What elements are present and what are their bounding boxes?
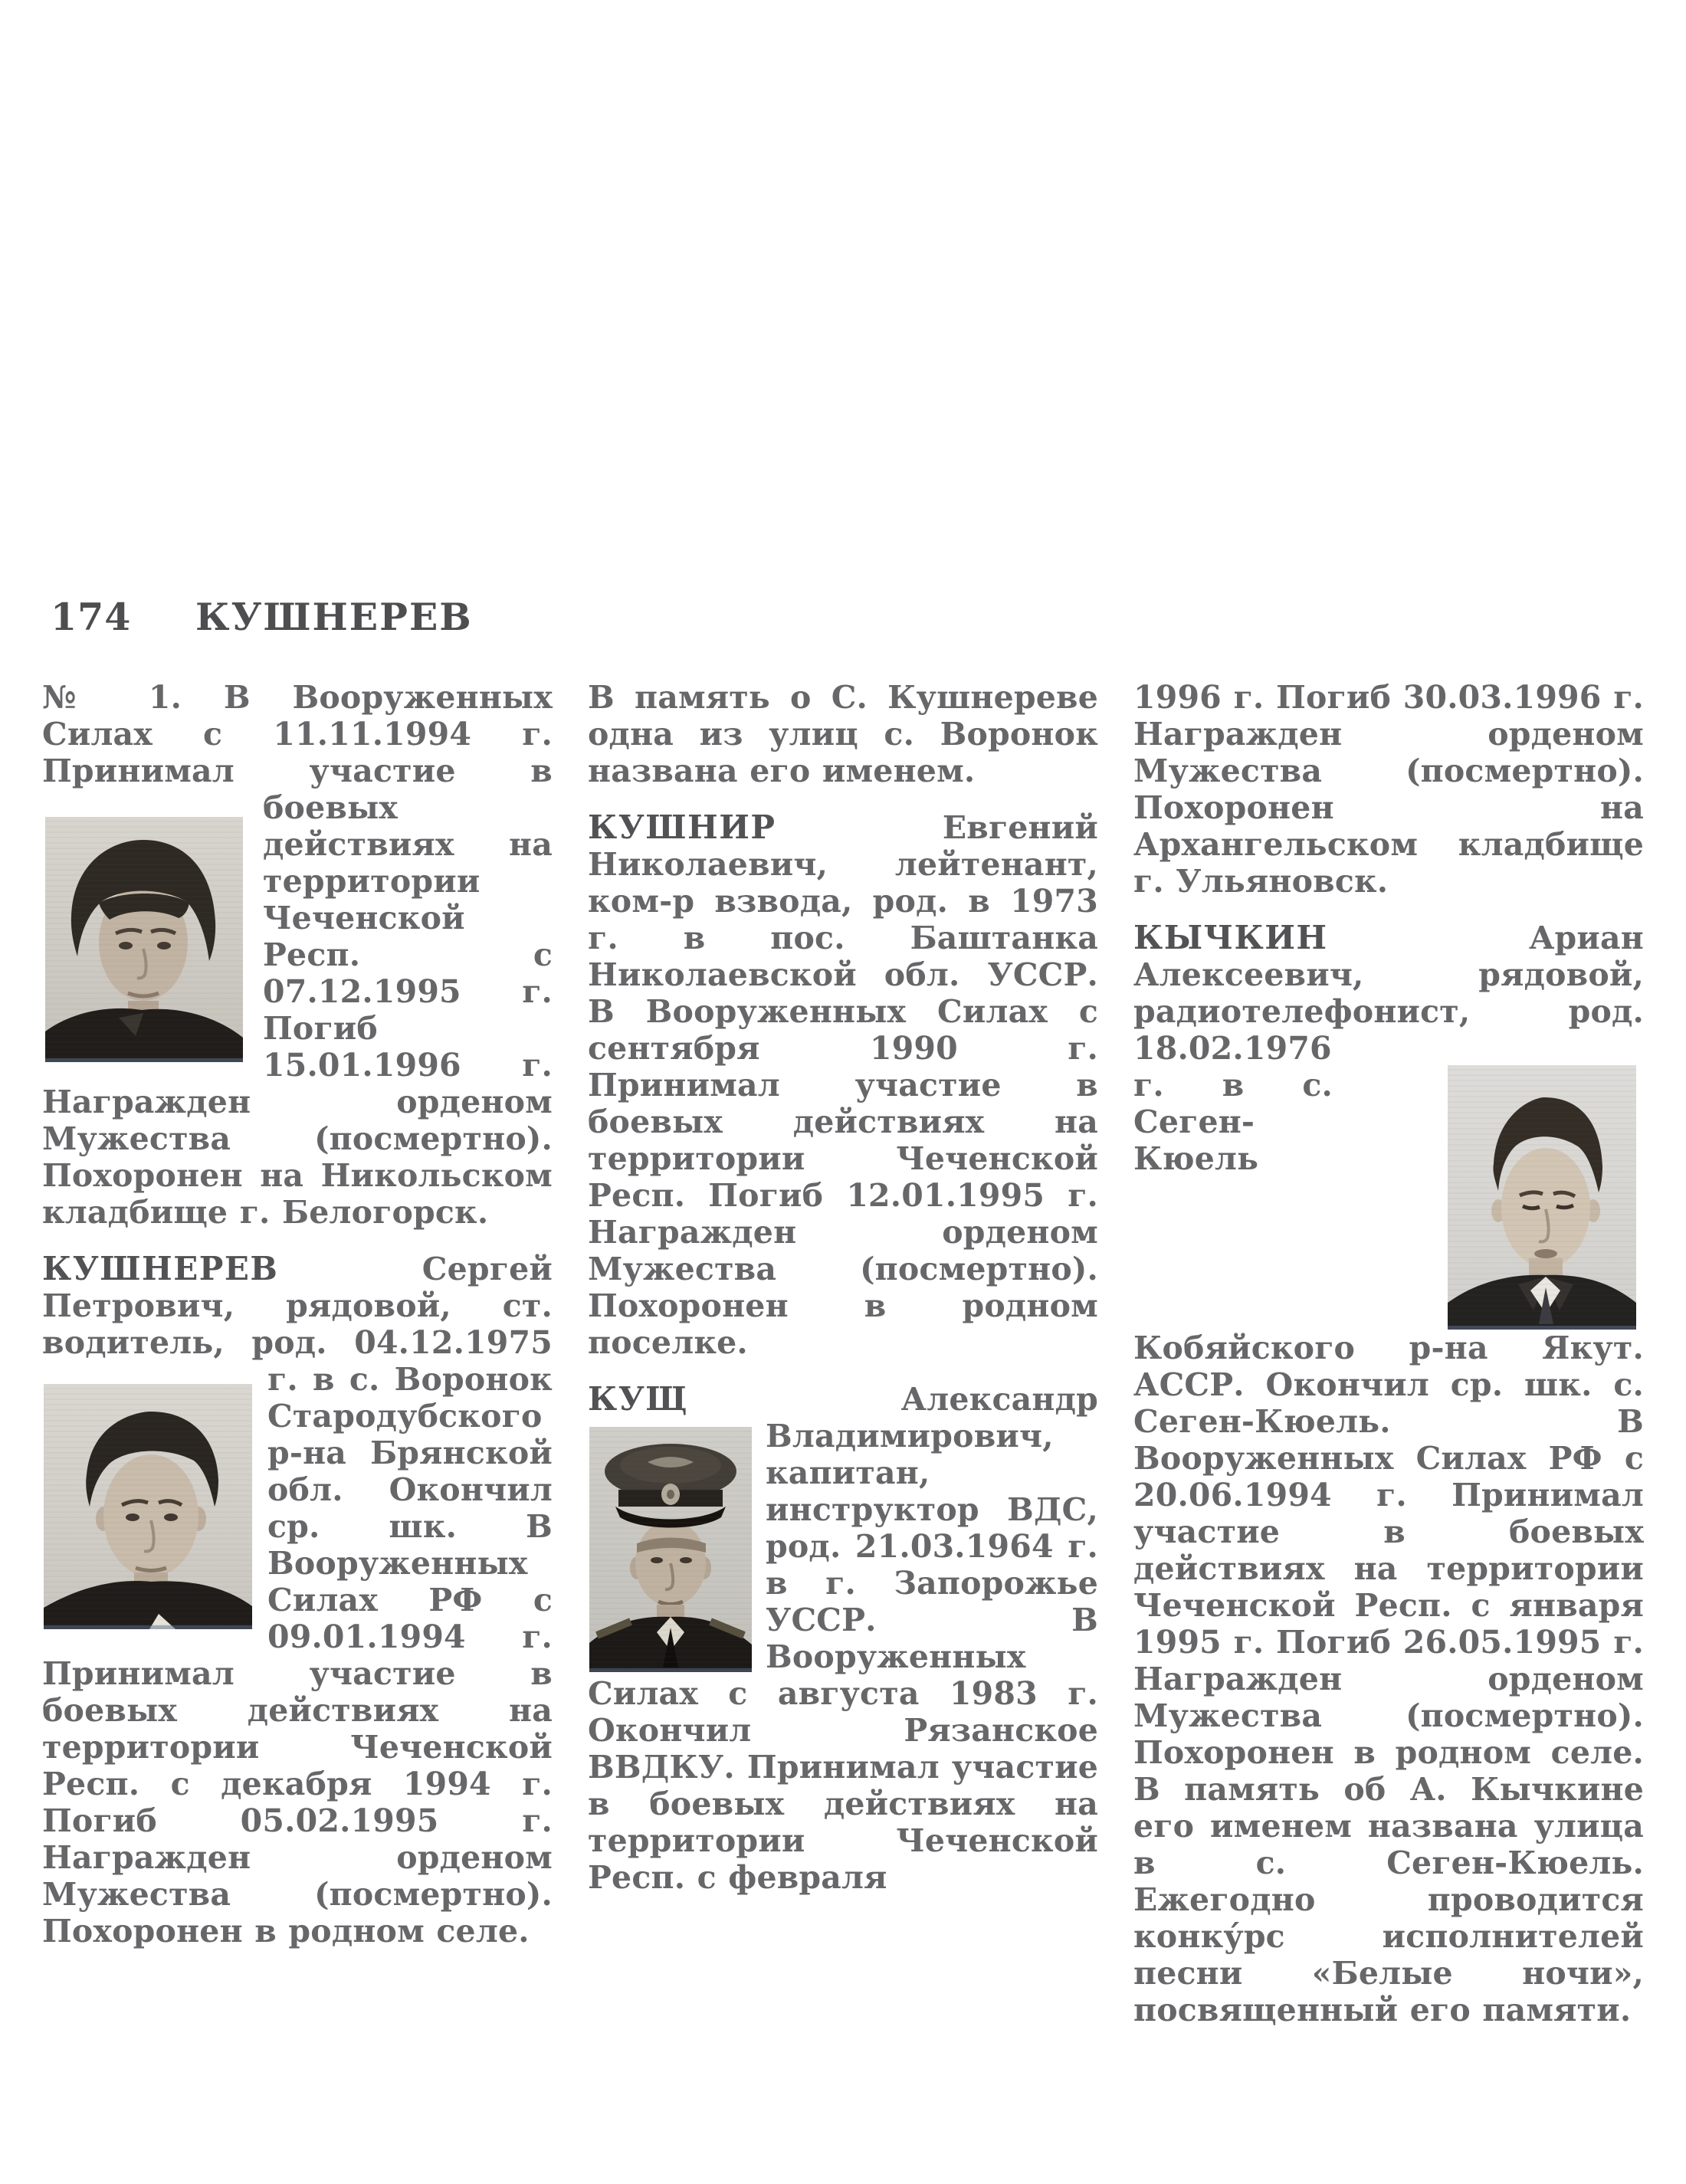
entry-kushnir (588, 809, 1098, 1361)
entry-text: В память о С. Кушнереве одна из улиц с. Воронок названа его именем. (588, 679, 1098, 789)
photo-portrait-young-man-short-hair (44, 1384, 252, 1629)
officer-portrait-silhouette-icon (589, 1427, 752, 1672)
column-3 (1133, 679, 1644, 2028)
entry-text: 1996 г. Погиб 30.03.1996 г. Награжден орденом Мужества (посмертно). Похоронен на Архангельском кладбище г. Ульяновск. (1133, 679, 1644, 900)
running-head: КУШНЕРЕВ (195, 595, 473, 639)
entry-text: № 1. В Вооруженных Силах с 11.11.1994 г. Принимал участие (42, 679, 553, 789)
column-2 (588, 679, 1098, 1896)
entry-text: Ариан Алексеевич, рядовой, радиотелефонист, род. (1133, 920, 1644, 1030)
entry-no1-continuation (42, 679, 553, 1231)
entry-kychkin (1133, 920, 1644, 2028)
page-header (51, 597, 473, 637)
photo-portrait-young-man-dark-jacket (45, 817, 243, 1062)
entry-text: Сергей Петрович, рядовой, ст. водитель, род. 04.12.1975 г. (42, 1251, 553, 1398)
entry-kushch-continuation (1133, 679, 1644, 900)
text-columns (42, 679, 1644, 2028)
portrait-silhouette-icon (44, 1384, 252, 1629)
entry-surname: КУШНИР (588, 808, 776, 846)
entry-kushch (588, 1381, 1098, 1896)
entry-no1-memorial-note (588, 679, 1098, 789)
column-1 (42, 679, 553, 1950)
entry-surname: КЫЧКИН (1133, 919, 1328, 956)
portrait-silhouette-icon (1448, 1065, 1636, 1330)
page-number: 174 (51, 595, 132, 639)
entry-text: Александр Владимирович, (766, 1381, 1098, 1454)
entry-kushnerev (42, 1251, 553, 1950)
portrait-silhouette-icon (45, 817, 243, 1062)
photo-portrait-officer-peaked-cap (589, 1427, 752, 1672)
entry-text: 18.02.1976 г. в с. Сеген-Кюель Кобяйского р-на Якут. АССР. Окончил ср. шк. с. Сеген-Кюель. В Вооруженных Силах РФ с 20.06.1994 г. Принимал участие в боевых действиях на территории Чеченской Респ. с января 1995 г. Погиб 26.05.1995 г. Награжден орденом Мужества (посмертно). Похоронен в родном селе. В память об А. Кычкине его именем названа улица в с. Сеген-Кюель. Ежегодно проводится конку́рс исполнителей песни «Белые ночи», посвященный его памяти. (1133, 1030, 1644, 2028)
photo-portrait-young-man-suit-tie (1448, 1065, 1636, 1330)
entry-surname: КУЩ (588, 1380, 689, 1418)
entry-text: капитан, инструктор ВДС, род. 21.03.1964 г. в г. Запорожье УССР. В Вооруженных Силах с августа 1983 г. Окончил Рязанское ВВДКУ. Принимал участие в боевых действиях на территории Чеченской Респ. с февраля (588, 1454, 1098, 1896)
entry-text: Евгений Николаевич, лейтенант, ком-р взвода, род. в 1973 г. в пос. Баштанка Николаевской обл. УССР. В Вооруженных Силах с сентября 1990 г. Принимал участие в боевых действиях на территории Чеченской Респ. Погиб 12.01.1995 г. Награжден орденом Мужества (посмертно). Похоронен в родном поселке. (588, 809, 1098, 1361)
entry-text: в с. Воронок Стародубского р-на Брянской обл. Окончил ср. шк. В Вооруженных Силах РФ с 09.01.1994 г. Принимал участие в боевых действиях на территории Чеченской Респ. с декабря 1994 г. Погиб 05.02.1995 г. Награжден орденом Мужества (посмертно). Похоронен в родном селе. (42, 1361, 553, 1950)
entry-text: в боевых действиях на территории Чеченской Респ. с 07.12.1995 г. Погиб 15.01.1996 г. Награжден орденом Мужества (посмертно). Похоронен на Никольском кладбище г. Белогорск. (42, 753, 553, 1231)
entry-surname: КУШНЕРЕВ (42, 1250, 279, 1287)
